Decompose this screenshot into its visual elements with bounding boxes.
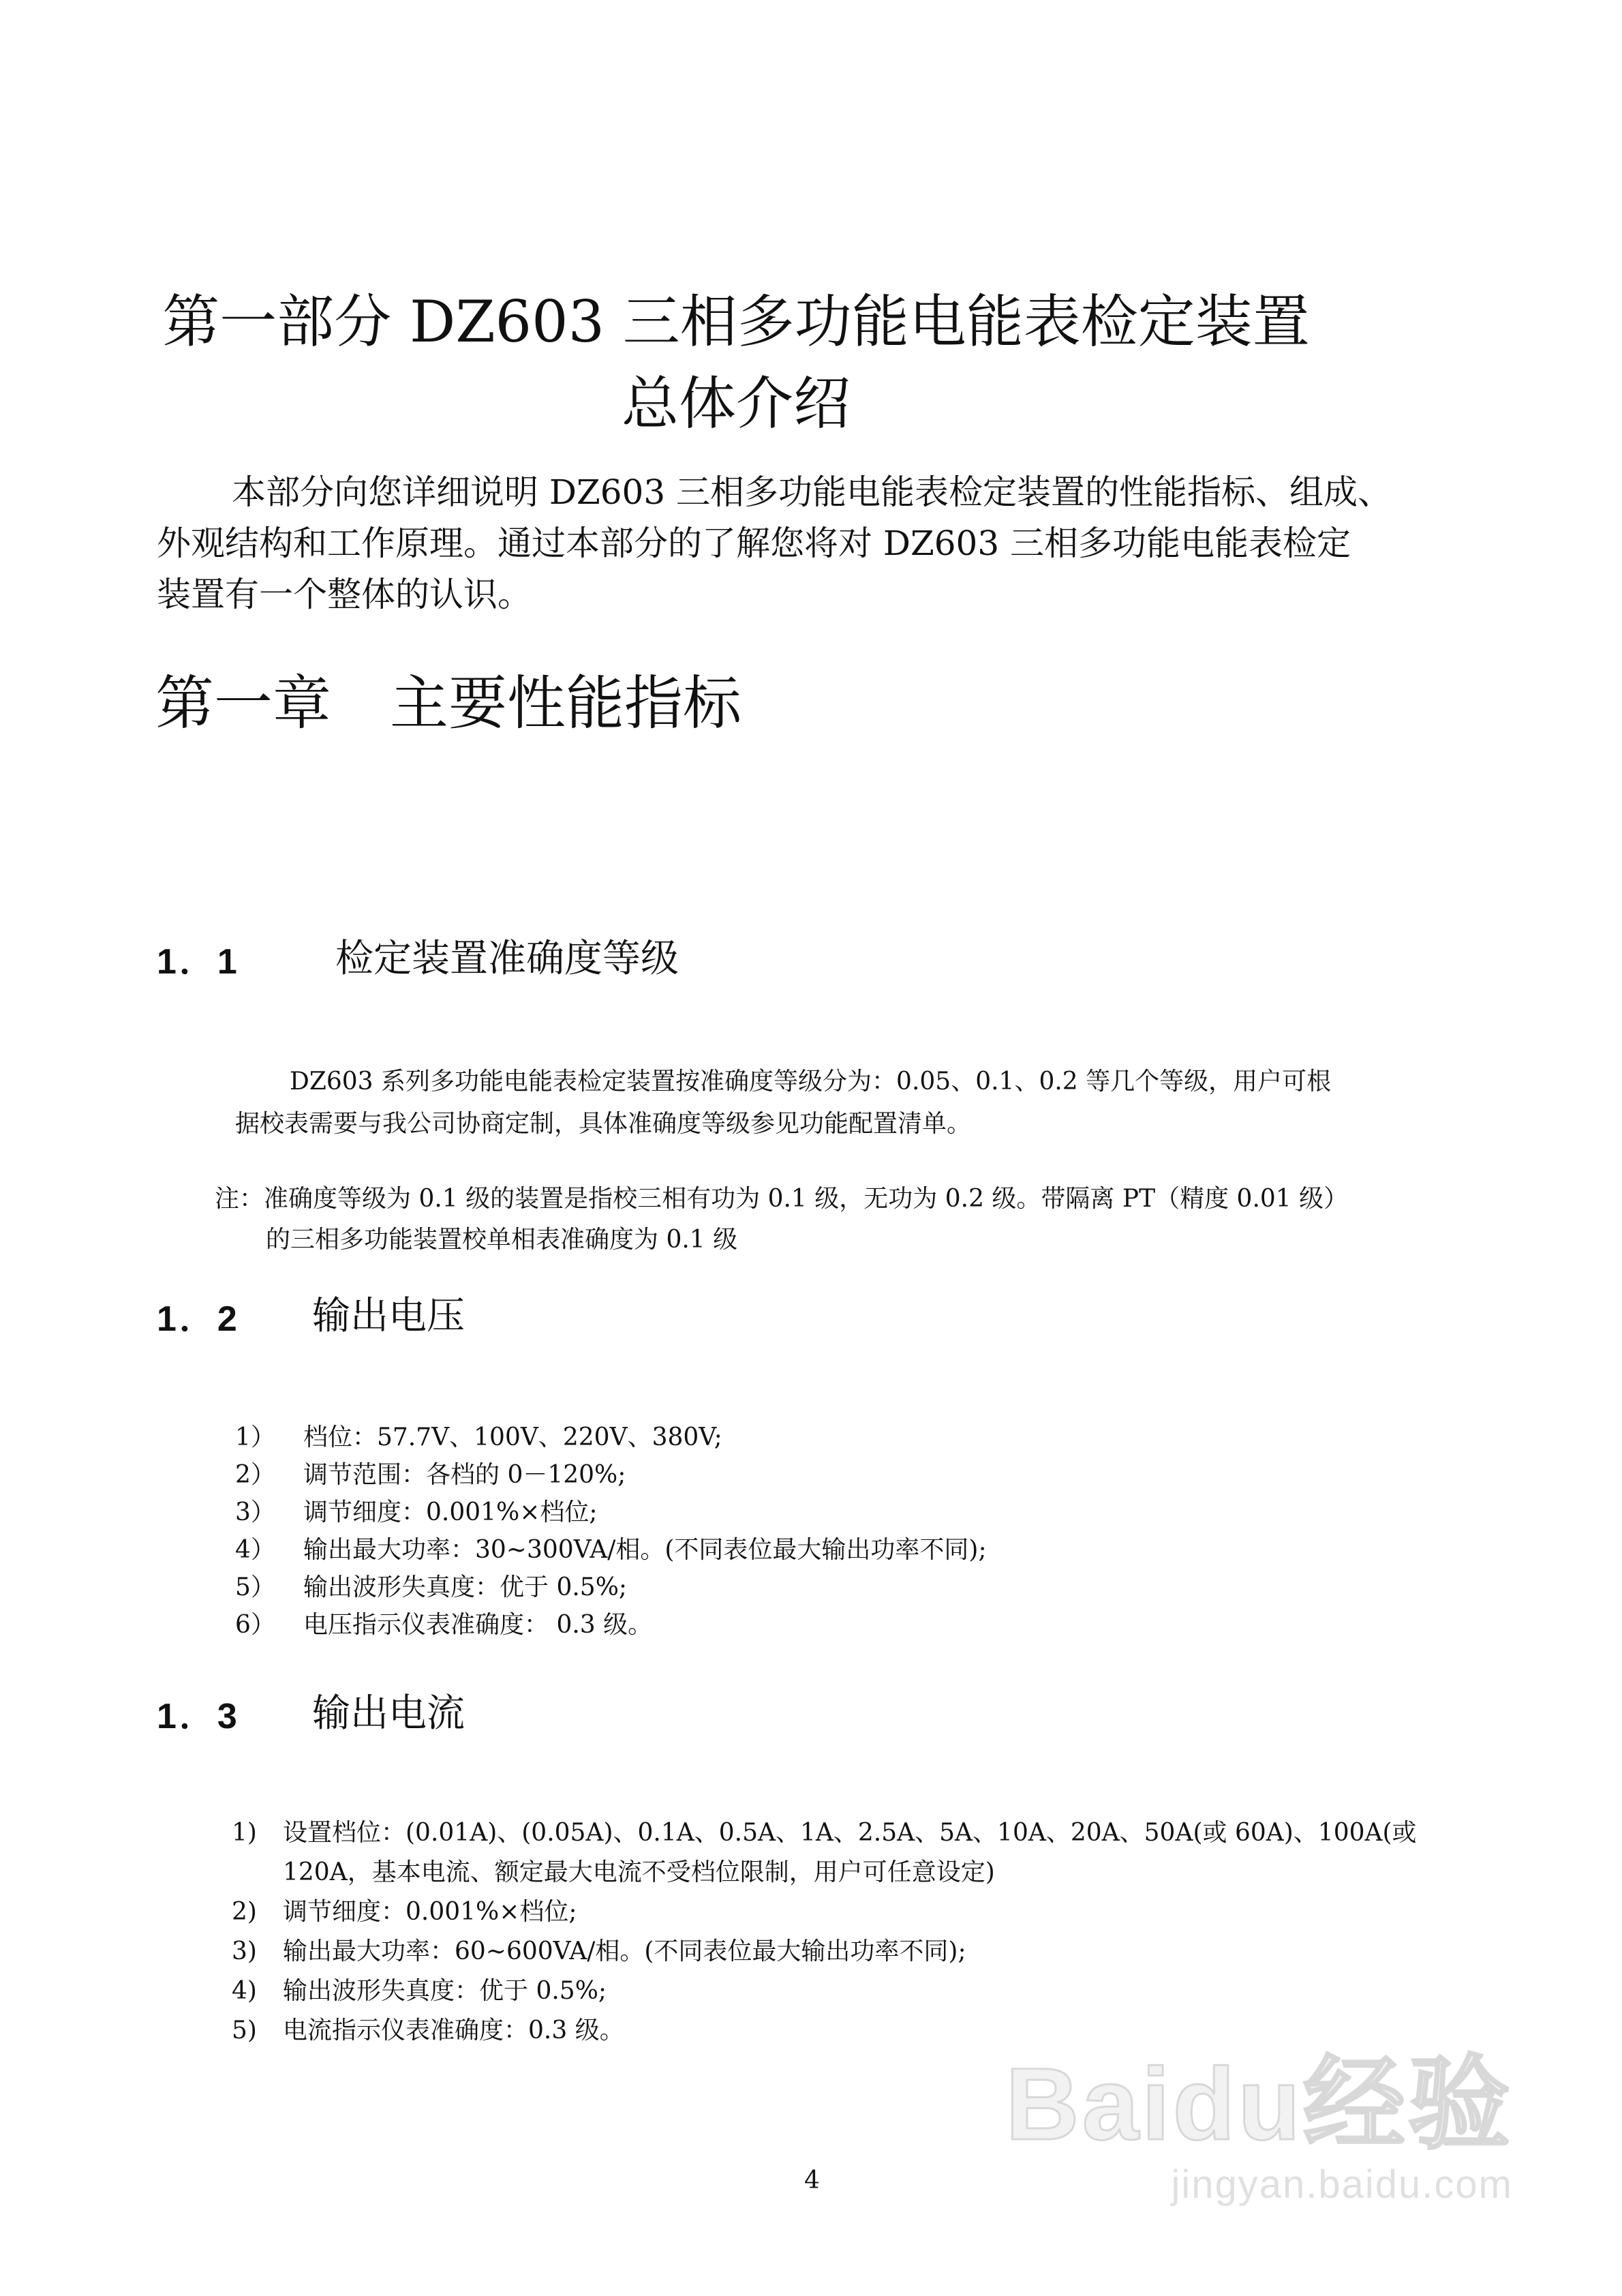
list-item-number: 6）	[235, 1611, 275, 1639]
list-item	[235, 1530, 987, 1565]
list-item-number: 4）	[235, 1536, 275, 1564]
list-item	[232, 1853, 995, 1888]
intro-line-3: 装置有一个整体的认识。	[157, 575, 532, 614]
list-item-text: 调节细度：0.001%×档位;	[283, 1898, 577, 1926]
list-item-text: 调节细度：0.001%×档位;	[303, 1498, 598, 1526]
document-title-line2: 总体介绍	[621, 370, 851, 437]
list-item-number: 1)	[232, 1819, 257, 1847]
section-1-2-number: 1．2	[157, 1299, 240, 1339]
watermark-logo: Baidu经验	[1005, 2046, 1513, 2161]
section-1-1-title: 检定装置准确度等级	[335, 937, 679, 981]
list-item-text: 120A，基本电流、额定最大电流不受档位限制，用户可任意设定)	[283, 1858, 995, 1886]
list-item	[235, 1568, 627, 1603]
section-1-3-number: 1．3	[157, 1697, 240, 1736]
list-item-text: 档位：57.7V、100V、220V、380V;	[303, 1423, 722, 1451]
list-item-number: 3)	[232, 1937, 257, 1965]
section-1-1-paragraph-line-2: 据校表需要与我公司协商定制，具体准确度等级参见功能配置清单。	[235, 1110, 972, 1138]
section-1-1-number: 1．1	[157, 942, 240, 982]
list-item	[235, 1493, 598, 1528]
page-number: 4	[804, 2166, 820, 2194]
list-item-number: 5)	[232, 2016, 257, 2044]
list-item-text: 输出波形失真度：优于 0.5%;	[283, 1977, 607, 2005]
list-item-text: 调节范围：各档的 0－120%;	[303, 1461, 626, 1489]
list-item-number: 2）	[235, 1461, 275, 1489]
list-item	[232, 1932, 966, 1967]
list-item	[232, 1972, 607, 2006]
baidu-jingyan-watermark	[1005, 2021, 1513, 2207]
list-item-text: 输出最大功率：60~600VA/相。(不同表位最大输出功率不同);	[283, 1937, 966, 1965]
section-1-1-note-line-1: 注：准确度等级为 0.1 级的装置是指校三相有功为 0.1 级，无功为 0.2 级。带隔离 PT（精度 0.01 级）	[215, 1185, 1349, 1213]
document-title-line1: 第一部分 DZ603 三相多功能电能表检定装置	[162, 288, 1310, 355]
list-item	[232, 1813, 1417, 1848]
intro-line-2: 外观结构和工作原理。通过本部分的了解您将对 DZ603 三相多功能电能表检定	[157, 524, 1351, 563]
list-item	[235, 1605, 652, 1640]
section-1-2-title: 输出电压	[312, 1294, 465, 1338]
list-item-number: 2)	[232, 1898, 257, 1926]
list-item-text: 电流指示仪表准确度：0.3 级。	[283, 2016, 624, 2044]
section-1-1-note-line-2: 的三相多功能装置校单相表准确度为 0.1 级	[266, 1226, 738, 1254]
section-1-1-paragraph-line-1: DZ603 系列多功能电能表检定装置按准确度等级分为：0.05、0.1、0.2 等几个等级，用户可根	[290, 1068, 1332, 1096]
list-item	[232, 2011, 624, 2046]
list-item-text: 输出最大功率：30~300VA/相。(不同表位最大输出功率不同);	[303, 1536, 987, 1564]
chapter-heading: 第一章 主要性能指标	[155, 669, 741, 738]
list-item-text: 设置档位：(0.01A)、(0.05A)、0.1A、0.5A、1A、2.5A、5A、10A、20A、50A(或 60A)、100A(或	[283, 1819, 1417, 1847]
list-item-number: 4)	[232, 1977, 257, 2005]
list-item-number: 5）	[235, 1573, 275, 1601]
list-item-number: 1）	[235, 1423, 275, 1451]
list-item	[235, 1455, 626, 1490]
section-1-3-title: 输出电流	[312, 1691, 465, 1736]
list-item	[232, 1892, 577, 1927]
list-item-text: 输出波形失真度：优于 0.5%;	[303, 1573, 628, 1601]
list-item-number: 3）	[235, 1498, 275, 1526]
list-item-text: 电压指示仪表准确度： 0.3 级。	[303, 1611, 653, 1639]
list-item	[235, 1418, 722, 1453]
intro-line-1: 本部分向您详细说明 DZ603 三相多功能电能表检定装置的性能指标、组成、	[232, 472, 1392, 512]
watermark-url: jingyan.baidu.com	[1171, 2162, 1513, 2207]
